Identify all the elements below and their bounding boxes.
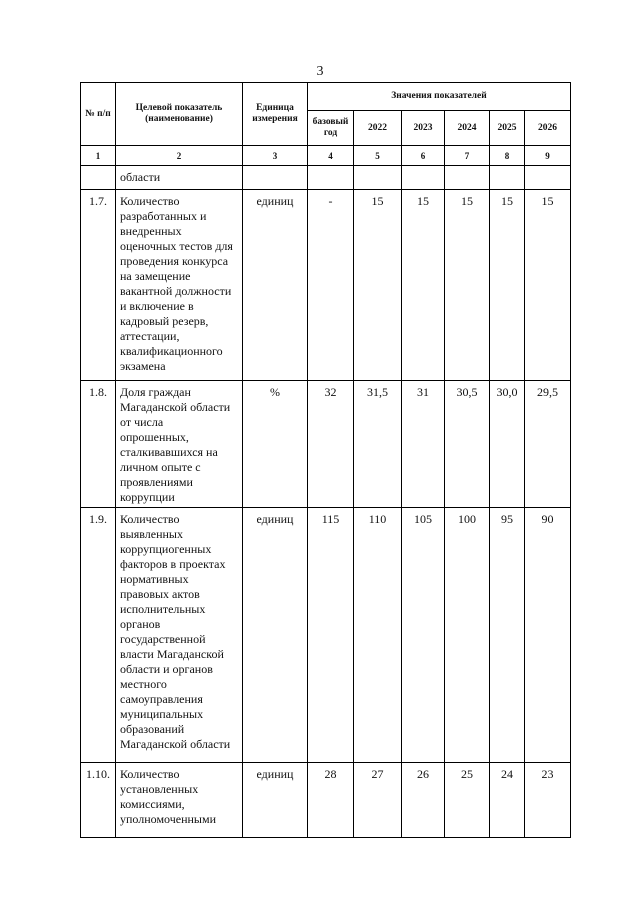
column-number: 1 — [81, 146, 116, 166]
value-cell: 26 — [402, 763, 445, 838]
value-cell — [445, 166, 490, 190]
header-year: 2023 — [402, 111, 445, 146]
value-cell: 15 — [490, 190, 525, 381]
header-year: 2024 — [445, 111, 490, 146]
header-year: 2025 — [490, 111, 525, 146]
table-row — [81, 763, 571, 838]
value-cell: 95 — [490, 508, 525, 763]
column-number: 4 — [308, 146, 354, 166]
table-row — [81, 381, 571, 508]
indicator-name: Доля граждан Магаданской области от числа опрошенных, сталкивавшихся на личном опыте с проявлениями коррупции — [116, 381, 243, 508]
unit-cell — [243, 166, 308, 190]
value-cell: 32 — [308, 381, 354, 508]
column-number: 2 — [116, 146, 243, 166]
column-numbers-row — [81, 146, 571, 166]
value-cell: - — [308, 190, 354, 381]
indicator-name: области — [116, 166, 243, 190]
unit-cell: % — [243, 381, 308, 508]
value-cell — [354, 166, 402, 190]
table-row — [81, 508, 571, 763]
column-number: 5 — [354, 146, 402, 166]
table-row — [81, 190, 571, 381]
column-number: 7 — [445, 146, 490, 166]
column-number: 6 — [402, 146, 445, 166]
indicators-table — [80, 82, 571, 838]
value-cell: 105 — [402, 508, 445, 763]
value-cell — [308, 166, 354, 190]
value-cell: 115 — [308, 508, 354, 763]
row-index: 1.9. — [81, 508, 116, 763]
indicator-name: Количество разработанных и внедренных оценочных тестов для проведения конкурса на замещение вакантной должности и включение в кадровый резерв, аттестации, квалификационного экзамена — [116, 190, 243, 381]
row-index: 1.7. — [81, 190, 116, 381]
header-base-year: базовый год — [308, 111, 354, 146]
table-row — [81, 166, 571, 190]
header-values: Значения показателей — [308, 83, 571, 111]
unit-cell: единиц — [243, 763, 308, 838]
value-cell: 31 — [402, 381, 445, 508]
unit-cell: единиц — [243, 508, 308, 763]
value-cell: 31,5 — [354, 381, 402, 508]
header-name: Целевой показатель (наименование) — [116, 83, 243, 146]
value-cell: 15 — [445, 190, 490, 381]
value-cell: 28 — [308, 763, 354, 838]
header-year: 2022 — [354, 111, 402, 146]
value-cell: 30,0 — [490, 381, 525, 508]
row-index: 1.10. — [81, 763, 116, 838]
value-cell: 25 — [445, 763, 490, 838]
value-cell: 15 — [354, 190, 402, 381]
header-year: 2026 — [525, 111, 571, 146]
value-cell: 15 — [402, 190, 445, 381]
value-cell: 24 — [490, 763, 525, 838]
value-cell: 23 — [525, 763, 571, 838]
header-no: № п/п — [81, 83, 116, 146]
page-number: 3 — [316, 64, 324, 79]
value-cell: 27 — [354, 763, 402, 838]
value-cell: 90 — [525, 508, 571, 763]
value-cell — [490, 166, 525, 190]
value-cell — [525, 166, 571, 190]
value-cell — [402, 166, 445, 190]
value-cell: 29,5 — [525, 381, 571, 508]
value-cell: 15 — [525, 190, 571, 381]
column-number: 8 — [490, 146, 525, 166]
row-index — [81, 166, 116, 190]
row-index: 1.8. — [81, 381, 116, 508]
unit-cell: единиц — [243, 190, 308, 381]
value-cell: 100 — [445, 508, 490, 763]
header-unit: Единица измерения — [243, 83, 308, 146]
value-cell: 110 — [354, 508, 402, 763]
column-number: 3 — [243, 146, 308, 166]
value-cell: 30,5 — [445, 381, 490, 508]
indicator-name: Количество установленных комиссиями, уполномоченными — [116, 763, 243, 838]
column-number: 9 — [525, 146, 571, 166]
indicator-name: Количество выявленных коррупциогенных факторов в проектах нормативных правовых актов исполнительных органов государственной власти Магаданской области и органов местного самоуправления муниципальных образований Магаданской области — [116, 508, 243, 763]
